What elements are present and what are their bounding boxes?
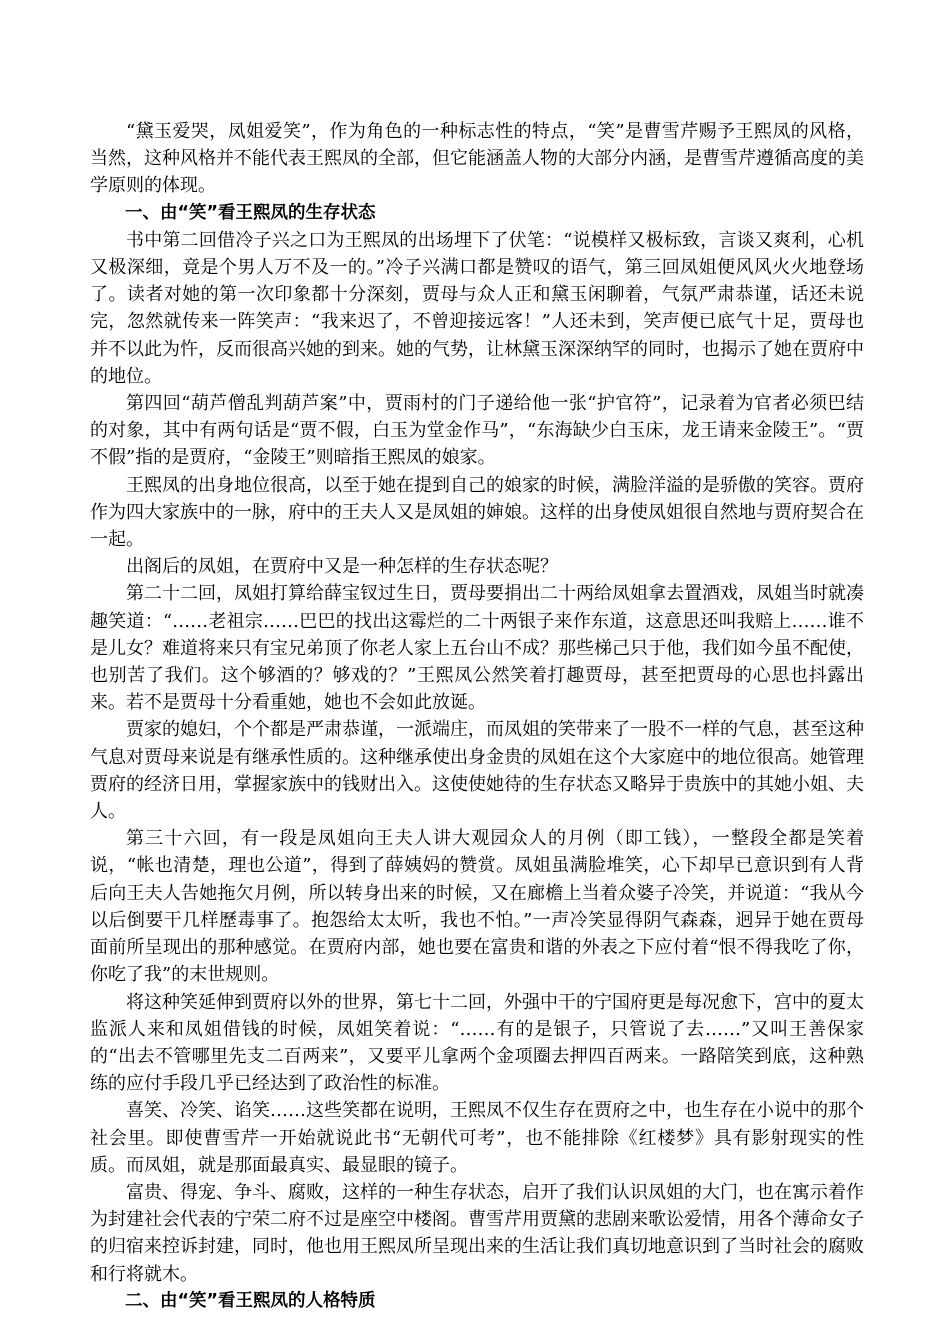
body-paragraph: 喜笑、冷笑、谄笑……这些笑都在说明，王熙凤不仅生存在贾府之中，也生存在小说中的那个社会里。即使曹雪芹一开始就说此书“无朝代可考”，也不能排除《红楼梦》具有影射现实的性质。而凤姐，就是那面最真实、最显眼的镜子。: [90, 1100, 864, 1176]
section-heading-2: 二、由“笑”看王熙凤的人格特质: [125, 1290, 376, 1311]
body-paragraph: 书中第二回借冷子兴之口为王熙凤的出场埋下了伏笔：“说模样又极标致，言谈又爽利，心机又极深细，竟是个男人万不及一的。”冷子兴满口都是赞叹的语气，第三回凤姐便风风火火地登场了。读者对她的第一次印象都十分深刻，贾母与众人正和黛玉闲聊着，气氛严肃恭谨，话还未说完，忽然就传来一阵笑声：“我来迟了，不曾迎接远客！”人还未到，笑声便已底气十足，贾母也并不以此为忤，反而很高兴她的到来。她的气势，让林黛玉深深纳罕的同时，也揭示了她在贾府中的地位。: [90, 229, 864, 387]
section-heading-1: 一、由“笑”看王熙凤的生存状态: [125, 202, 376, 223]
body-paragraph: 将这种笑延伸到贾府以外的世界，第七十二回，外强中干的宁国府更是每况愈下，宫中的夏太监派人来和凤姐借钱的时候，凤姐笑着说：“……有的是银子，只管说了去……”又叫王善保家的“出去不管哪里先支二百两来”，又要平儿拿两个金项圈去押四百两来。一路陪笑到底，这种熟练的应付手段几乎已经达到了政治性的标准。: [90, 991, 864, 1095]
body-paragraph: 第三十六回，有一段是凤姐向王夫人讲大观园众人的月例（即工钱），一整段全都是笑着说，“帐也清楚，理也公道”，得到了薛姨妈的赞赏。凤姐虽满脸堆笑，心下却早已意识到有人背后向王夫人告她拖欠月例，所以转身出来的时候，又在廊檐上当着众婆子冷笑，并说道：“我从今以后倒要干几样歷毒事了。抱怨给太太听，我也不怕。”一声冷笑显得阴气森森，迥异于她在贾母面前所呈现出的那种感觉。在贾府内部，她也要在富贵和谐的外表之下应付着“恨不得我吃了你，你吃了我”的末世规则。: [90, 828, 864, 986]
body-paragraph: 贾家的媳妇，个个都是严肃恭谨，一派端庄，而凤姐的笑带来了一股不一样的气息，甚至这种气息对贾母来说是有继承性质的。这种继承使出身金贵的凤姐在这个大家庭中的地位很高。她管理贾府的经济日用，掌握家族中的钱财出入。这使使她待的生存状态又略异于贵族中的其她小姐、夫人。: [90, 719, 864, 823]
body-paragraph: 富贵、得宠、争斗、腐败，这样的一种生存状态，启开了我们认识凤姐的大门，也在寓示着作为封建社会代表的宁荣二府不过是座空中楼阁。曹雪芹用贾黛的悲剧来歌讼爱情，用各个薄命女子的归宿来控诉封建，同时，他也用王熙凤所呈现出来的生活让我们真切地意识到了当时社会的腐败和行将就木。: [90, 1181, 864, 1285]
intro-paragraph: “黛玉爱哭，凤姐爱笑”，作为角色的一种标志性的特点，“笑”是曹雪芹赐予王熙凤的风格，当然，这种风格并不能代表王熙凤的全部，但它能涵盖人物的大部分内涵，是曹雪芹遵循高度的美学原则的体现。: [90, 121, 864, 197]
body-paragraph: 第四回“葫芦僧乱判葫芦案”中，贾雨村的门子递给他一张“护官符”，记录着为官者必须巴结的对象，其中有两句话是“贾不假，白玉为堂金作马”，“东海缺少白玉床，龙王请来金陵王”。“贾不假”指的是贾府，“金陵王”则暗指王熙凤的娘家。: [90, 393, 864, 469]
body-paragraph: 出阁后的凤姐，在贾府中又是一种怎样的生存状态呢？: [126, 556, 558, 578]
body-paragraph: 第二十二回，凤姐打算给薛宝钗过生日，贾母要捐出二十两给凤姐拿去置酒戏，凤姐当时就凑趣笑道：“……老祖宗……巴巴的找出这霉烂的二十两银子来作东道，这意思还叫我赔上……谁不是儿女？难道将来只有宝兄弟顶了你老人家上五台山不成？那些梯己只于他，我们如今虽不配使，也别苦了我们。这个够酒的？够戏的？”王熙凤公然笑着打趣贾母，甚至把贾母的心思也抖露出来。若不是贾母十分看重她，她也不会如此放诞。: [90, 583, 864, 714]
body-paragraph: 王熙凤的出身地位很高，以至于她在提到自己的娘家的时候，满脸洋溢的是骄傲的笑容。贾府作为四大家族中的一脉，府中的王夫人又是凤姐的婶娘。这样的出身使凤姐很自然地与贾府契合在一起。: [90, 474, 864, 551]
document-page: [90, 118, 864, 1315]
